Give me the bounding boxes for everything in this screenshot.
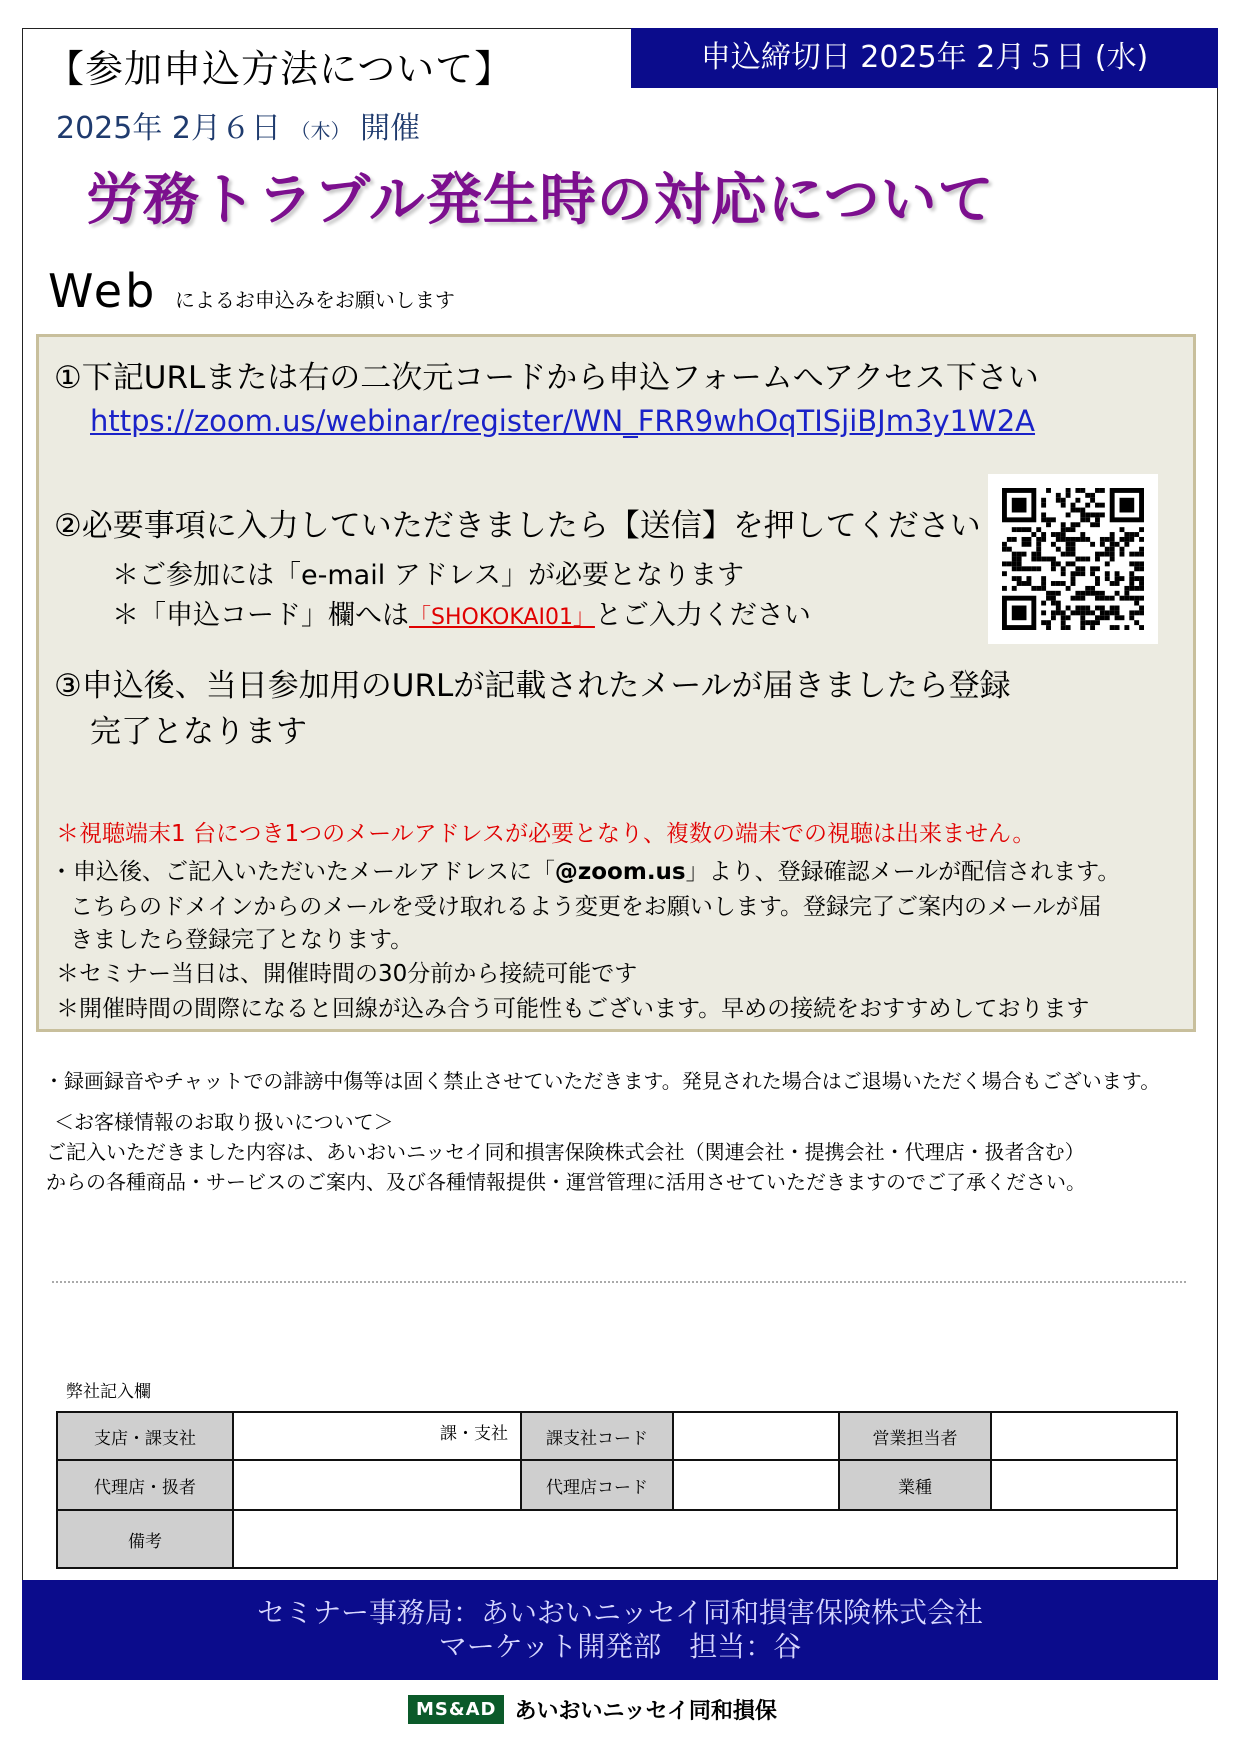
sales-rep-label: 営業担当者 [839, 1412, 991, 1460]
remarks-field[interactable] [233, 1510, 1177, 1568]
code-suffix: とご入力ください [594, 600, 811, 631]
qr-code-image [1002, 488, 1144, 630]
table-row [57, 1510, 1177, 1568]
web-label: Web [48, 264, 158, 318]
code-prefix: ＊「申込コード」欄へは [112, 600, 409, 631]
step-2-note-code [112, 593, 811, 632]
branch-suffix: 課・支社 [440, 1424, 508, 1444]
application-code: 「SHOKOKAI01」 [409, 605, 595, 630]
footer-line-2: マーケット開発部 担当：谷 [438, 1630, 802, 1663]
step-3-line1: ③申込後、当日参加用のURLが記載されたメールが届きましたら登録 [54, 668, 1011, 704]
section-title: 【参加申込方法について】 [46, 47, 514, 91]
event-weekday: （木） [290, 119, 351, 143]
internal-use-label: 弊社記入欄 [66, 1382, 151, 1402]
step-3-line2: 完了となります [90, 714, 307, 750]
company-logo [408, 1694, 777, 1728]
dotted-divider [52, 1281, 1186, 1283]
footer-line-1: セミナー事務局：あいおいニッセイ同和損害保険株式会社 [256, 1596, 984, 1629]
remarks-label: 備考 [57, 1510, 233, 1568]
footer-banner [22, 1580, 1218, 1680]
agency-label: 代理店・扱者 [57, 1460, 233, 1510]
step-1: ①下記URLまたは右の二次元コードから申込フォームへアクセス下さい [54, 360, 1039, 396]
note-congestion: ＊開催時間の間際になると回線が込み合う可能性もございます。早めの接続をおすすめしております [56, 996, 1090, 1022]
industry-field[interactable] [991, 1460, 1177, 1510]
event-suffix: 開催 [360, 111, 421, 146]
deadline-banner: 申込締切日 2025年 2月５日 (水) [631, 28, 1218, 88]
branch-label: 支店・課支社 [57, 1412, 233, 1460]
note-domain-a: ・申込後、ご記入いただいたメールアドレスに「 [50, 859, 555, 885]
step-2-note-email: ＊ご参加には「e-mail アドレス」が必要となります [112, 560, 744, 591]
step-2: ②必要事項に入力していただきましたら【送信】を押してください [54, 508, 981, 544]
agency-field[interactable] [233, 1460, 521, 1510]
recording-prohibition: ・録画録音やチャットでの誹謗中傷等は固く禁止させていただきます。発見された場合はご退場いただく場合もございます。 [44, 1069, 1161, 1093]
note-domain-c: 」より、登録確認メールが配信されます。 [685, 859, 1121, 885]
registration-link[interactable]: https://zoom.us/webinar/register/WN_FRR9whOqTISjiBJm3y1W2A [90, 404, 1036, 438]
privacy-section [46, 1107, 1086, 1197]
note-connect-time: ＊セミナー当日は、開催時間の30分前から接続可能です [56, 961, 638, 987]
privacy-line-1: ご記入いただきました内容は、あいおいニッセイ同和損害保険株式会社（関連会社・提携会社・代理店・扱者含む） [46, 1140, 1085, 1164]
privacy-line-2: からの各種商品・サービスのご案内、及び各種情報提供・運営管理に活用させていただきますのでご了承ください。 [46, 1170, 1086, 1194]
sales-rep-field[interactable] [991, 1412, 1177, 1460]
branch-field[interactable] [233, 1412, 521, 1460]
industry-label: 業種 [839, 1460, 991, 1510]
privacy-title: ＜お客様情報のお取り扱いについて＞ [54, 1110, 394, 1134]
agency-code-label: 代理店コード [521, 1460, 673, 1510]
table-row [57, 1412, 1177, 1460]
event-date-text: 2025年 2月６日 [56, 111, 281, 146]
web-heading [48, 264, 455, 318]
note-domain-2: こちらのドメインからのメールを受け取れるよう変更をお願いします。登録完了ご案内のメールが届 [70, 894, 1102, 920]
msad-logo-mark: MS&AD [408, 1695, 504, 1724]
branch-code-label: 課支社コード [521, 1412, 673, 1460]
branch-code-field[interactable] [673, 1412, 839, 1460]
note-domain-b: @zoom.us [554, 859, 686, 885]
table-row [57, 1460, 1177, 1510]
qr-code[interactable] [988, 474, 1158, 644]
seminar-title: 労務トラブル発生時の対応について [86, 168, 995, 233]
agency-code-field[interactable] [673, 1460, 839, 1510]
company-logo-name: あいおいニッセイ同和損保 [514, 1699, 777, 1724]
note-domain [50, 853, 1120, 886]
event-date [56, 103, 420, 147]
note-domain-3: きましたら登録完了となります。 [70, 927, 414, 953]
warning-note: ＊視聴端末1 台につき1つのメールアドレスが必要となり、複数の端末での視聴は出来ません。 [56, 821, 1036, 847]
web-subtext: によるお申込みをお願いします [174, 288, 455, 312]
internal-use-table [56, 1411, 1178, 1569]
